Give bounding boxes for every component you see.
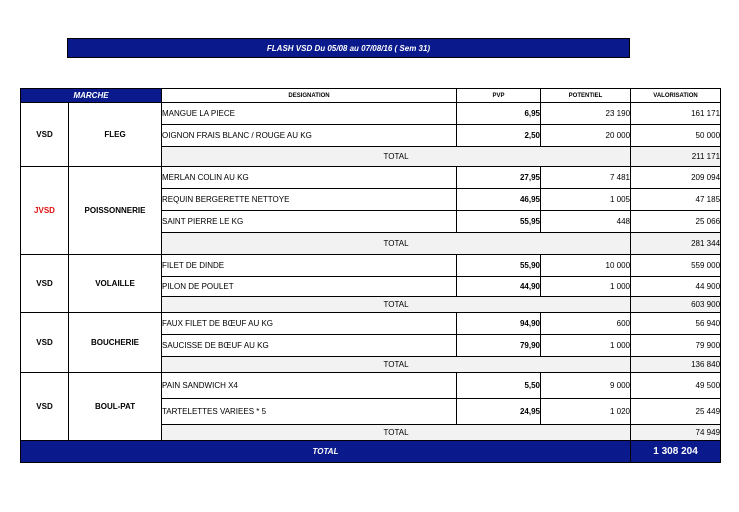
subtotal-label: TOTAL <box>162 357 631 373</box>
marche-code: VSD <box>21 103 69 167</box>
valorisation-cell: 25 066 <box>631 211 721 233</box>
marche-code: JVSD <box>21 167 69 255</box>
category-label: FLEG <box>69 103 162 167</box>
designation-cell: OIGNON FRAIS BLANC / ROUGE AU KG <box>162 125 457 147</box>
potentiel-cell: 1 000 <box>541 335 631 357</box>
table-row <box>21 167 721 189</box>
pvp-cell: 44,90 <box>457 277 541 297</box>
potentiel-cell: 1 005 <box>541 189 631 211</box>
pvp-cell: 6,95 <box>457 103 541 125</box>
subtotal-label: TOTAL <box>162 233 631 255</box>
pvp-cell: 5,50 <box>457 373 541 399</box>
header-valorisation: VALORISATION <box>631 89 721 103</box>
pvp-cell: 55,95 <box>457 211 541 233</box>
subtotal-value: 136 840 <box>631 357 721 373</box>
valorisation-cell: 79 900 <box>631 335 721 357</box>
subtotal-value: 603 900 <box>631 297 721 313</box>
designation-cell: PILON DE POULET <box>162 277 457 297</box>
potentiel-cell: 600 <box>541 313 631 335</box>
grand-total-row <box>21 441 721 463</box>
potentiel-cell: 20 000 <box>541 125 631 147</box>
flash-table <box>20 88 721 463</box>
designation-cell: FAUX FILET DE BŒUF AU KG <box>162 313 457 335</box>
grand-total-label: TOTAL <box>21 441 631 463</box>
valorisation-cell: 161 171 <box>631 103 721 125</box>
report-title: FLASH VSD Du 05/08 au 07/08/16 ( Sem 31) <box>67 38 630 58</box>
table-row <box>21 313 721 335</box>
category-label: VOLAILLE <box>69 255 162 313</box>
designation-cell: MERLAN COLIN AU KG <box>162 167 457 189</box>
table-row <box>21 103 721 125</box>
category-label: BOUL-PAT <box>69 373 162 441</box>
designation-cell: PAIN SANDWICH X4 <box>162 373 457 399</box>
valorisation-cell: 50 000 <box>631 125 721 147</box>
valorisation-cell: 25 449 <box>631 399 721 425</box>
potentiel-cell: 448 <box>541 211 631 233</box>
pvp-cell: 2,50 <box>457 125 541 147</box>
marche-code: VSD <box>21 373 69 441</box>
pvp-cell: 46,95 <box>457 189 541 211</box>
designation-cell: REQUIN BERGERETTE NETTOYE <box>162 189 457 211</box>
valorisation-cell: 44 900 <box>631 277 721 297</box>
pvp-cell: 27,95 <box>457 167 541 189</box>
pvp-cell: 55,90 <box>457 255 541 277</box>
pvp-cell: 94,90 <box>457 313 541 335</box>
potentiel-cell: 1 020 <box>541 399 631 425</box>
subtotal-label: TOTAL <box>162 147 631 167</box>
valorisation-cell: 47 185 <box>631 189 721 211</box>
pvp-cell: 24,95 <box>457 399 541 425</box>
category-label: BOUCHERIE <box>69 313 162 373</box>
header-designation: DESIGNATION <box>162 89 457 103</box>
table-row <box>21 255 721 277</box>
grand-total-value: 1 308 204 <box>631 441 721 463</box>
designation-cell: FILET DE DINDE <box>162 255 457 277</box>
header-pvp: PVP <box>457 89 541 103</box>
potentiel-cell: 10 000 <box>541 255 631 277</box>
marche-code: VSD <box>21 313 69 373</box>
potentiel-cell: 9 000 <box>541 373 631 399</box>
designation-cell: MANGUE LA PIECE <box>162 103 457 125</box>
valorisation-cell: 56 940 <box>631 313 721 335</box>
potentiel-cell: 7 481 <box>541 167 631 189</box>
header-row <box>21 89 721 103</box>
pvp-cell: 79,90 <box>457 335 541 357</box>
designation-cell: SAINT PIERRE LE KG <box>162 211 457 233</box>
subtotal-label: TOTAL <box>162 297 631 313</box>
designation-cell: TARTELETTES VARIEES * 5 <box>162 399 457 425</box>
valorisation-cell: 209 094 <box>631 167 721 189</box>
valorisation-cell: 559 000 <box>631 255 721 277</box>
potentiel-cell: 23 190 <box>541 103 631 125</box>
table-row <box>21 373 721 399</box>
category-label: POISSONNERIE <box>69 167 162 255</box>
header-potentiel: POTENTIEL <box>541 89 631 103</box>
subtotal-value: 281 344 <box>631 233 721 255</box>
marche-code: VSD <box>21 255 69 313</box>
potentiel-cell: 1 000 <box>541 277 631 297</box>
header-marche: MARCHE <box>21 89 162 103</box>
designation-cell: SAUCISSE DE BŒUF AU KG <box>162 335 457 357</box>
valorisation-cell: 49 500 <box>631 373 721 399</box>
subtotal-label: TOTAL <box>162 425 631 441</box>
subtotal-value: 211 171 <box>631 147 721 167</box>
subtotal-value: 74 949 <box>631 425 721 441</box>
